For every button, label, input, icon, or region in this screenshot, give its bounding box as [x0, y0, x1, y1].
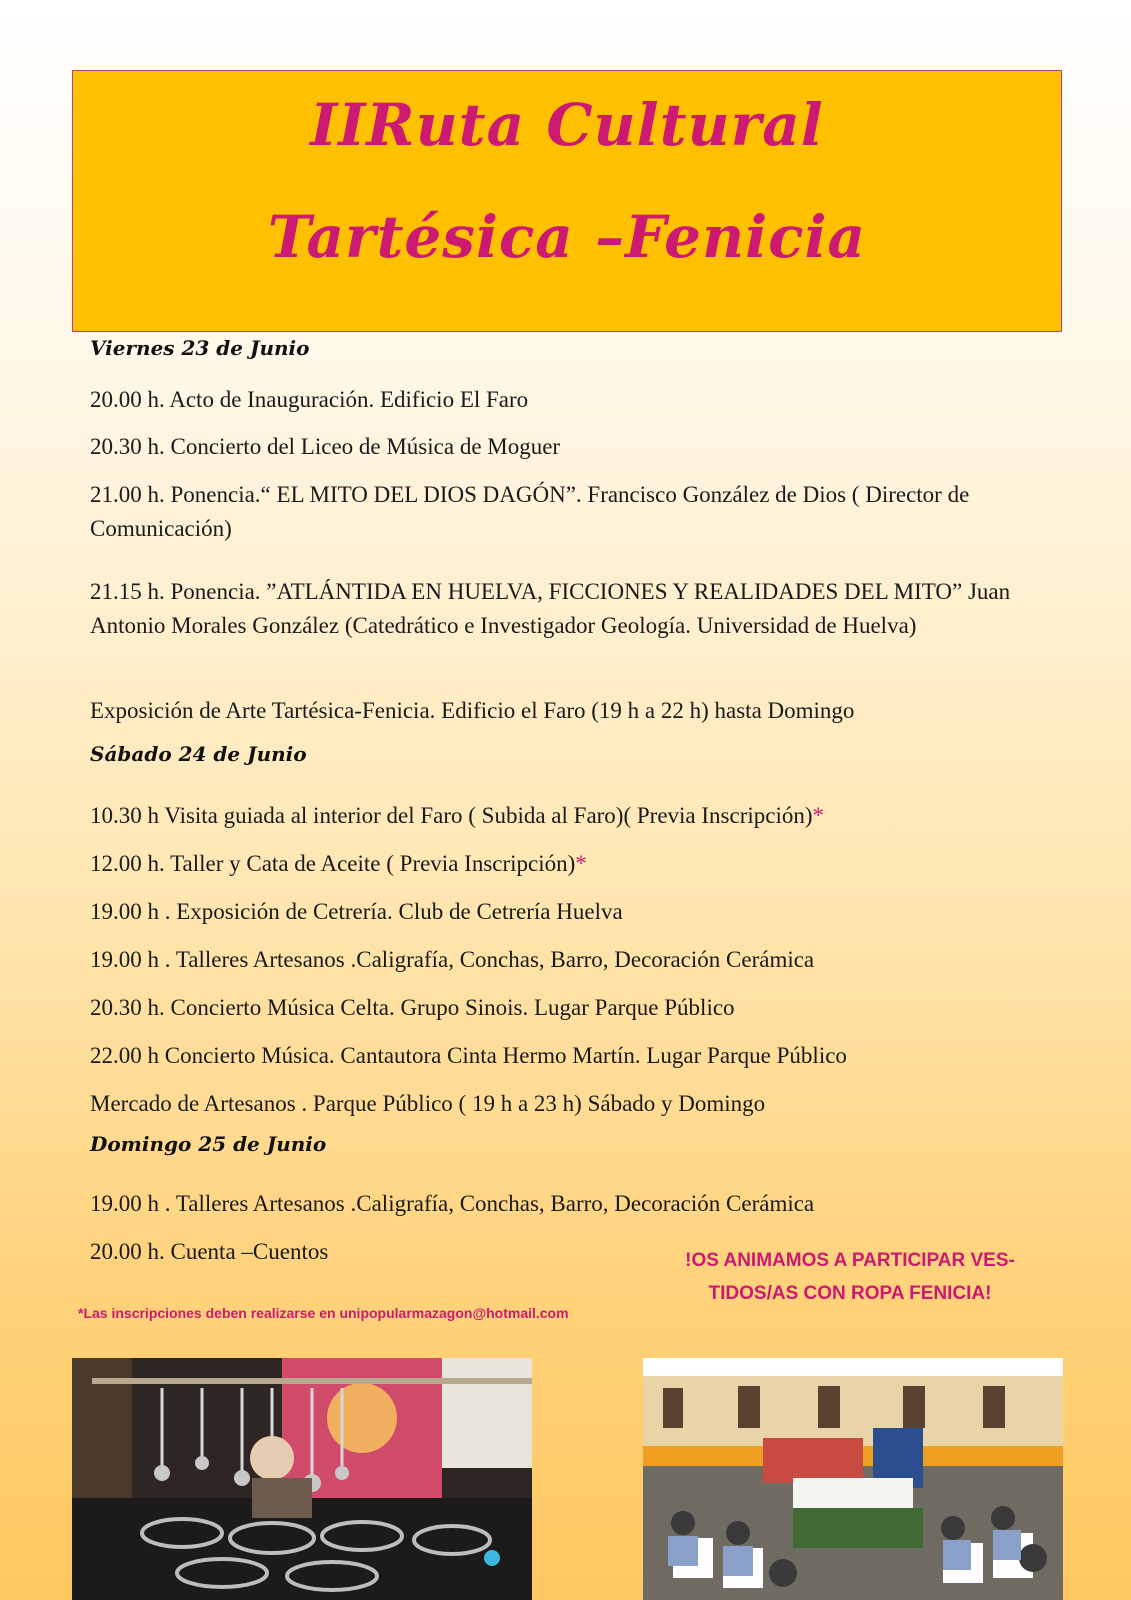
- cta-line-1: !OS ANIMAMOS A PARTICIPAR VES-: [685, 1250, 1015, 1271]
- asterisk-mark: *: [812, 803, 825, 828]
- program-item: Exposición de Arte Tartésica-Fenicia. Edificio el Faro (19 h a 22 h) hasta Domingo: [90, 698, 855, 723]
- program-item: 19.00 h . Talleres Artesanos .Caligrafía, Conchas, Barro, Decoración Cerámica: [90, 947, 815, 972]
- program-item: 21.00 h. Ponencia.“ EL MITO DEL DIOS DAGÓN”. Francisco González de Dios ( Director de Comunicación): [90, 482, 970, 541]
- program-item: 19.00 h . Talleres Artesanos .Caligrafía, Conchas, Barro, Decoración Cerámica: [90, 1191, 815, 1216]
- title-banner: [72, 70, 1062, 332]
- program-item: 19.00 h . Exposición de Cetrería. Club de Cetrería Huelva: [90, 899, 623, 924]
- program-item: 12.00 h. Taller y Cata de Aceite ( Previa Inscripción)*: [90, 851, 587, 876]
- photo-courtyard-talk: [643, 1358, 1063, 1600]
- photo-jewelry-stall: [72, 1358, 532, 1600]
- call-to-action: [640, 1244, 1060, 1310]
- program-item: 10.30 h Visita guiada al interior del Faro ( Subida al Faro)( Previa Inscripción)*: [90, 803, 825, 828]
- registration-note: *Las inscripciones deben realizarse en unipopularmazagon@hotmail.com: [78, 1305, 569, 1321]
- program-item: 20.30 h. Concierto Música Celta. Grupo Sinois. Lugar Parque Público: [90, 995, 735, 1020]
- program-item: Mercado de Artesanos . Parque Público ( 19 h a 23 h) Sábado y Domingo: [90, 1091, 766, 1116]
- cta-line-2: TIDOS/AS CON ROPA FENICIA!: [708, 1283, 992, 1304]
- title-line-1: IIRuta Cultural: [310, 91, 824, 159]
- day-heading-friday: Viernes 23 de Junio: [90, 336, 310, 360]
- title-line-2: Tartésica –Fenicia: [267, 203, 867, 271]
- program-item: 21.15 h. Ponencia. ”ATLÁNTIDA EN HUELVA, FICCIONES Y REALIDADES DEL MITO” Juan Antonio Morales González (Catedrático e Investigador Geología. Universidad de Huelva): [90, 579, 1011, 638]
- program-item: 20.30 h. Concierto del Liceo de Música de Moguer: [90, 434, 561, 459]
- program-item: 22.00 h Concierto Música. Cantautora Cinta Hermo Martín. Lugar Parque Público: [90, 1043, 847, 1068]
- program-item: 20.00 h. Acto de Inauguración. Edificio El Faro: [90, 387, 529, 412]
- program-item: 20.00 h. Cuenta –Cuentos: [90, 1239, 329, 1264]
- day-heading-sunday: Domingo 25 de Junio: [90, 1132, 327, 1156]
- day-heading-saturday: Sábado 24 de Junio: [90, 742, 307, 766]
- asterisk-mark: *: [575, 851, 587, 876]
